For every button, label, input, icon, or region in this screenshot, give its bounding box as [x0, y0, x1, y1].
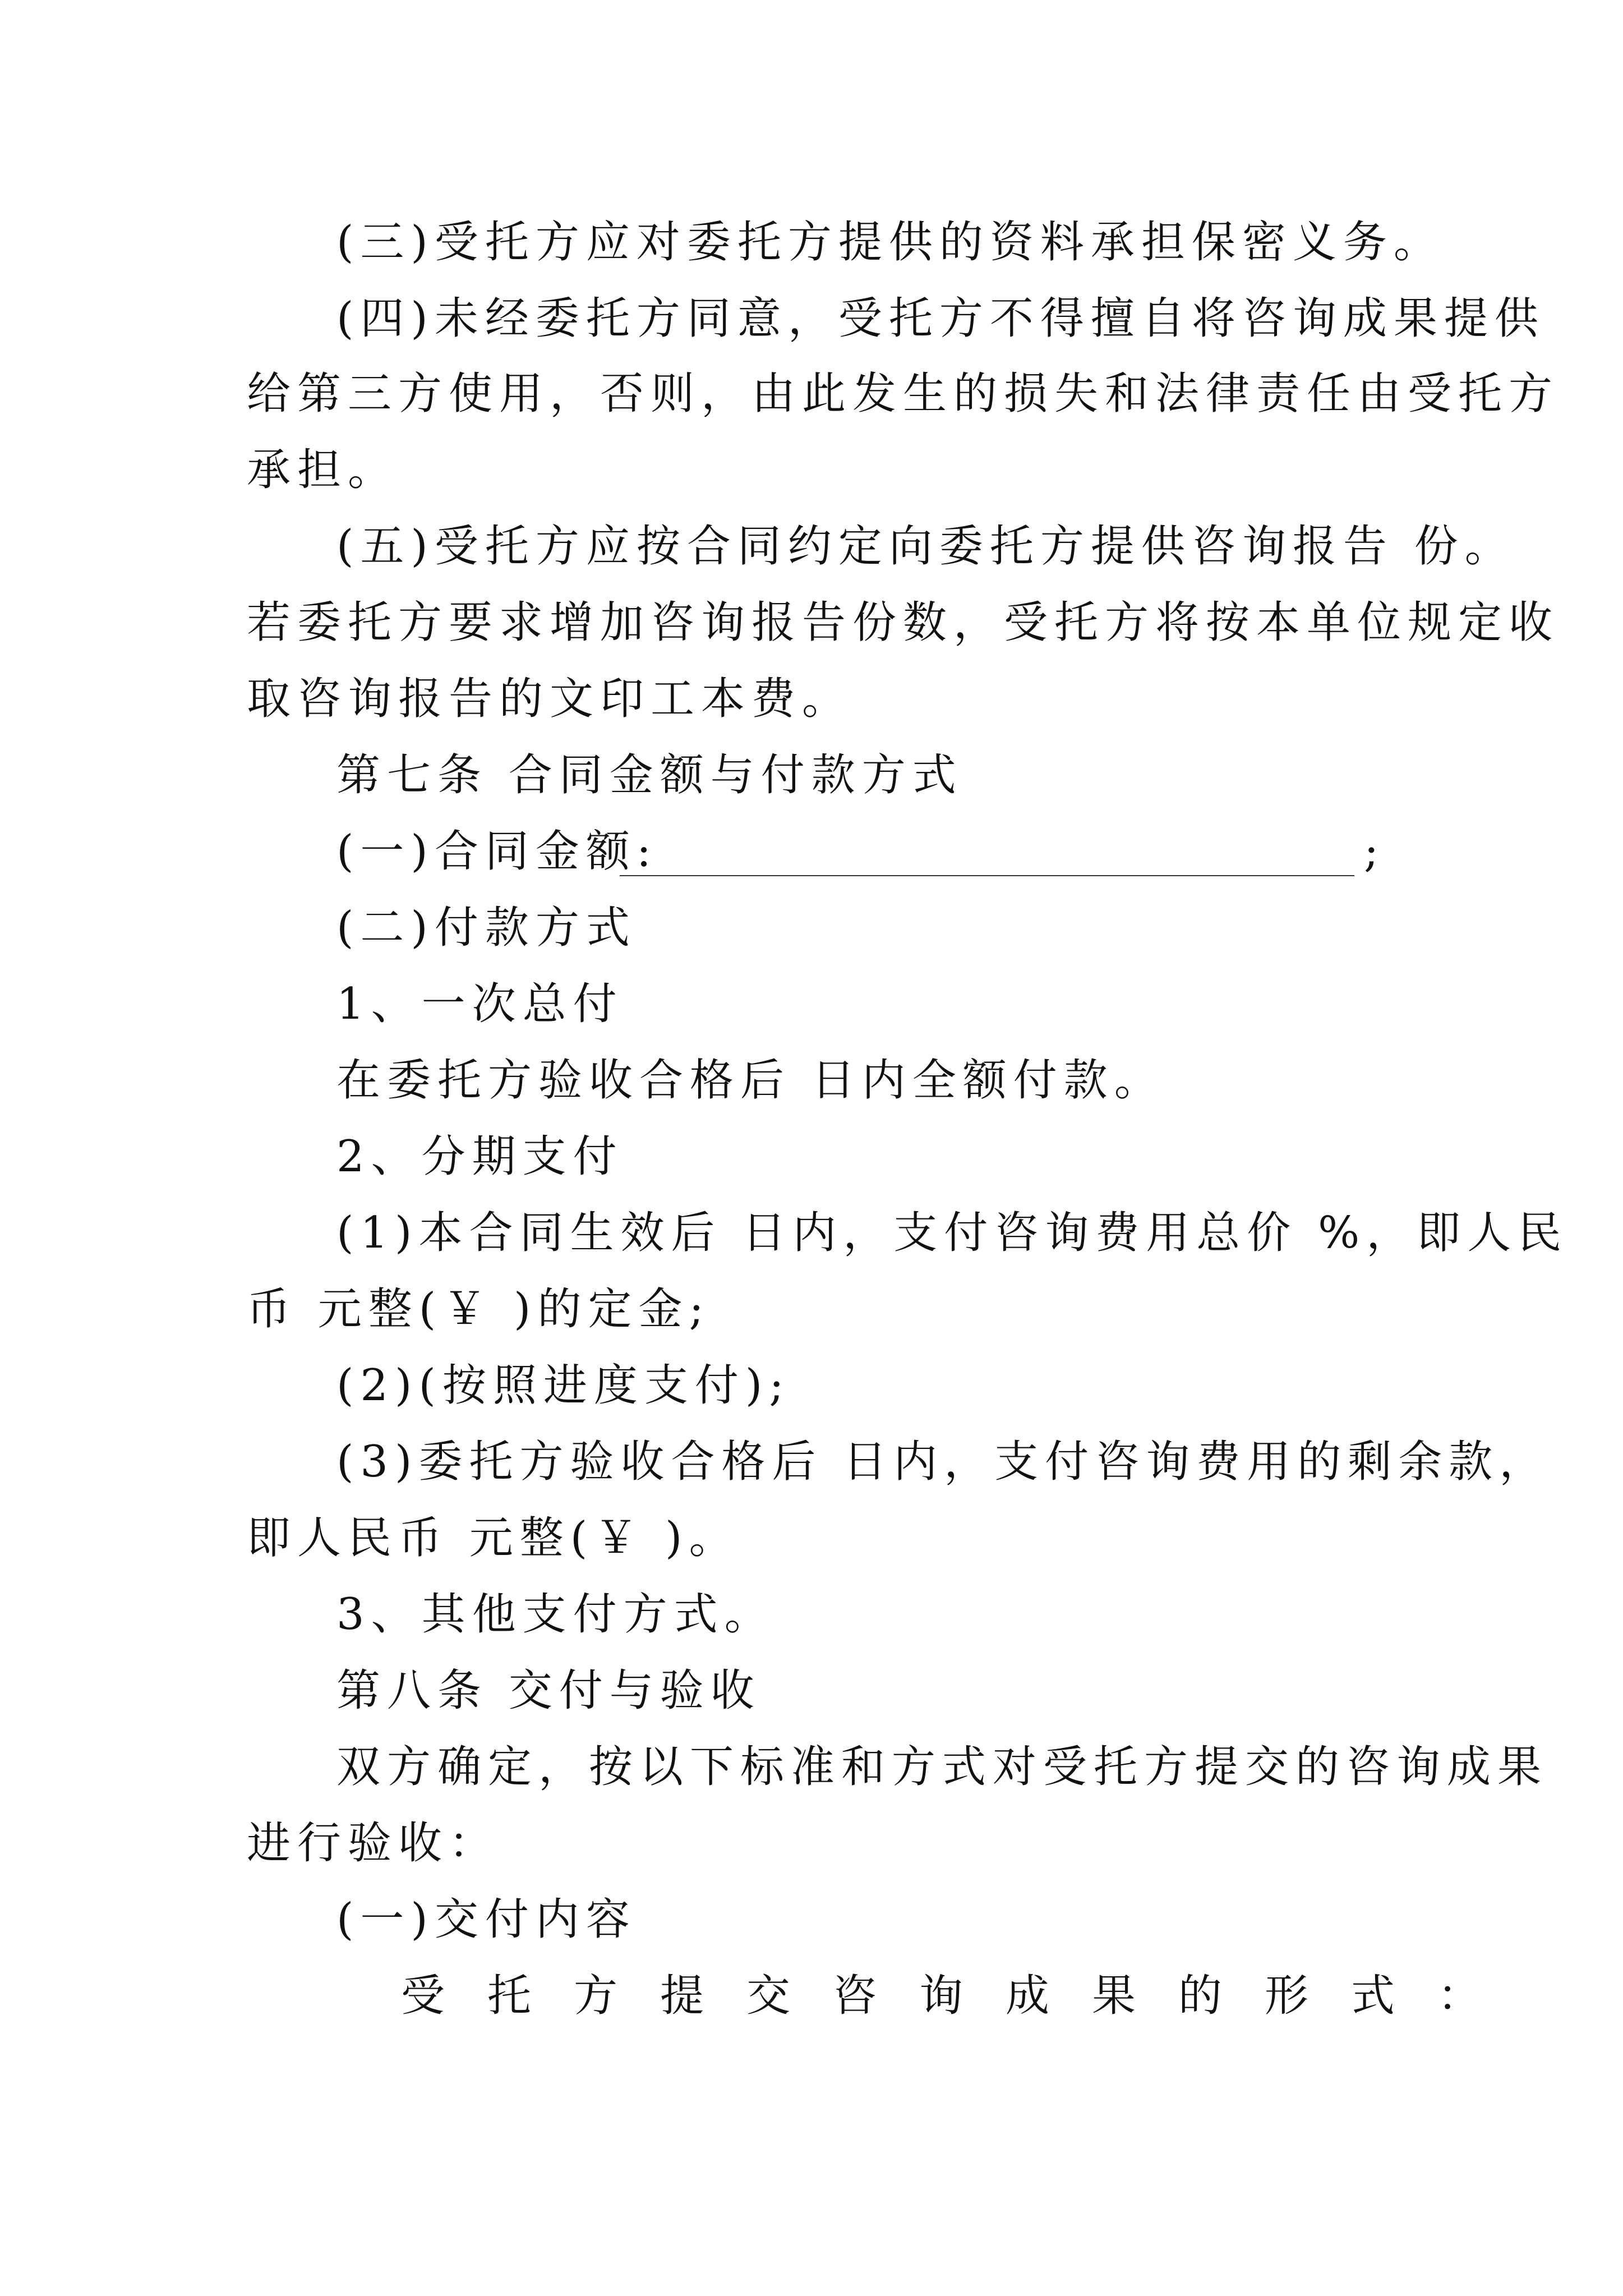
contract-amount-label: (一)合同金额: — [336, 826, 658, 877]
installment-deposit-line-2: 币 元整(￥ )的定金; — [247, 1284, 711, 1335]
delivery-content-heading: (一)交付内容 — [336, 1894, 637, 1945]
article-seven-heading: 第七条 合同金额与付款方式 — [336, 750, 963, 800]
installment-progress: (2)(按照进度支付); — [336, 1360, 791, 1411]
paragraph-third-party-line-2: 给第三方使用，否则，由此发生的损失和法律责任由受托方 — [247, 369, 1560, 419]
installment-balance-line-2: 即人民币 元整(￥ )。 — [247, 1513, 740, 1563]
acceptance-paragraph-line-1: 双方确定，按以下标准和方式对受托方提交的咨询成果 — [336, 1742, 1548, 1792]
paragraph-report-copies-line-2: 若委托方要求增加咨询报告份数，受托方将按本单位规定收 — [247, 597, 1560, 648]
acceptance-paragraph-line-2: 进行验收： — [247, 1818, 500, 1869]
contract-amount-semicolon: ; — [1364, 826, 1379, 877]
installment-item: 2、分期支付 — [336, 1131, 624, 1182]
paragraph-third-party-line-3: 承担。 — [247, 445, 399, 495]
paragraph-report-copies-line-3: 取咨询报告的文印工本费。 — [247, 674, 853, 724]
installment-deposit-line-1: (1)本合同生效后 日内，支付咨询费用总价 %，即人民 — [336, 1208, 1569, 1258]
paragraph-confidentiality: (三)受托方应对委托方提供的资料承担保密义务。 — [336, 217, 1444, 268]
paragraph-report-copies-line-1: (五)受托方应按合同约定向委托方提供咨询报告 份。 — [336, 521, 1515, 572]
article-eight-heading: 第八条 交付与验收 — [336, 1665, 761, 1716]
other-payment-item: 3、其他支付方式。 — [336, 1589, 775, 1640]
delivery-format-line: 受托方提交咨询成果的形式： — [401, 1971, 1524, 2021]
paragraph-third-party-line-1: (四)未经委托方同意，受托方不得擅自将咨询成果提供 — [336, 293, 1545, 344]
contract-amount-blank — [620, 875, 1354, 876]
installment-balance-line-1: (3)委托方验收合格后 日内，支付咨询费用的剩余款， — [336, 1437, 1550, 1487]
payment-method-heading: (二)付款方式 — [336, 903, 637, 953]
lump-sum-detail: 在委托方验收合格后 日内全额付款。 — [336, 1055, 1165, 1106]
lump-sum-item: 1、一次总付 — [336, 979, 624, 1029]
